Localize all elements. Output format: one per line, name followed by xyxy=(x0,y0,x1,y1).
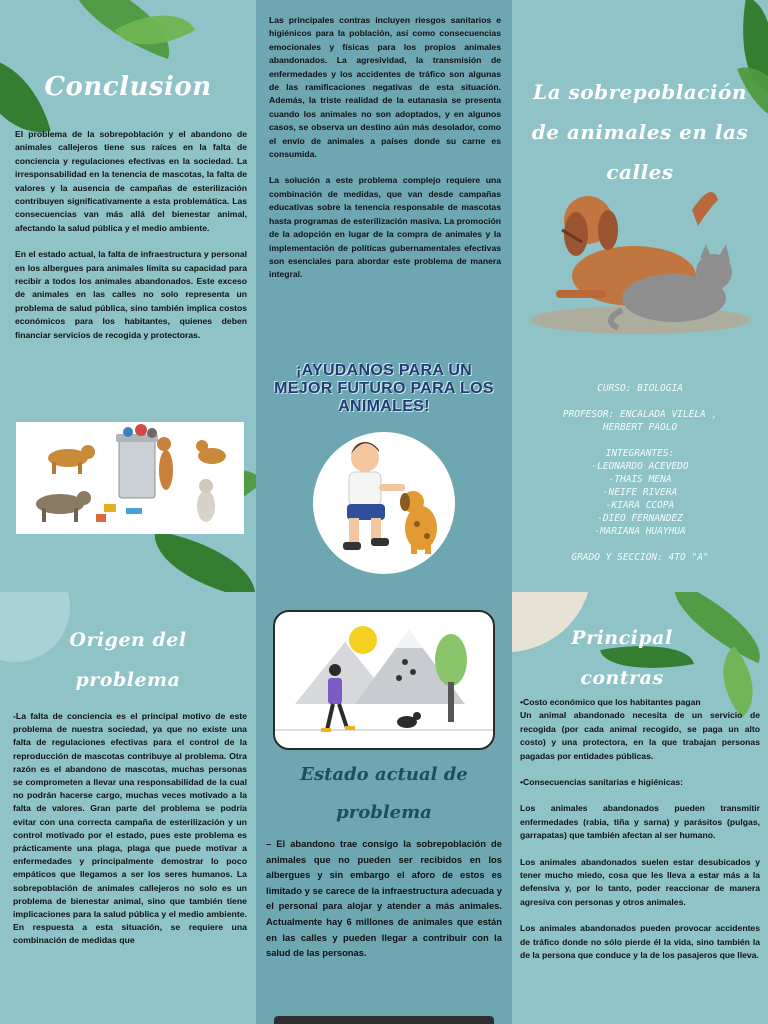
grade-label: GRADO Y SECCION: 4TO "A" xyxy=(571,552,709,563)
member-5: -DIEO FERNANDEZ xyxy=(597,513,683,524)
member-6: -MARIANA HUAYHUA xyxy=(594,526,686,537)
teacher-label: PROFESOR: ENCALADA VILELA , HERBERT PAOLO xyxy=(562,409,718,433)
current-state-panel xyxy=(256,592,512,1024)
origin-title: Origen del problema xyxy=(69,629,187,691)
photo-strip xyxy=(274,1016,494,1024)
member-4: -KIARA CCOPA xyxy=(605,500,675,511)
current-state-text: – El abandono trae consigo la sobrepoblación de animales que no pueden ser recibidos en los albergues y sin embargo el aforo de estos es limitado y se carece de la infraestructura adecuada y el personal para alojar y atender a más animales. Actualmente hay 6 millones de animales que están en las calles y pueden llegar a contribuir con la salud de las personas. xyxy=(266,838,502,959)
conclusion-paragraph-2: En el estado actual, la falta de infraestructura y personal en los albergues para animales limita su capacidad para recibir a todos los animales abandonados. Este exceso de animales en las calles no solo representa un problema de salud pública, sino también implica costos económicos para los habitantes, quienes deben financiar servicios de recogida y protectoras. xyxy=(15,249,247,340)
middle-top-panel xyxy=(256,0,512,592)
current-state-title: Estado actual de problema xyxy=(300,764,468,823)
member-3: -NEIFE RIVERA xyxy=(602,487,678,498)
dog-cat-illustration xyxy=(522,180,758,340)
dogs-trash-illustration xyxy=(16,422,244,534)
contras-summary-paragraph: Las principales contras incluyen riesgos sanitarios e higiénicos para la población, así como consecuencias emocionales y físicas para los propios animales abandonados. La agresividad, la transmisión de enfermedades y los accidentes de tráfico son algunas de las ramificaciones negativas de esta situación. Además, la triste realidad de la eutanasia se presenta cuando los animales no son adoptados, y en algunos casos, se observa un destino aún más desolador, como el envío de animales a países donde su carne es consumida. xyxy=(269,15,501,160)
cover-title: La sobrepoblación de animales en las calles xyxy=(531,80,749,184)
cost-bullet-text: Un animal abandonado necesita de un servicio de recogida (por cada animal recogido, se paga un alto costo) y una protectora, en la que trabajan personas pagadas por entidades públicas. xyxy=(520,710,760,761)
hiker-illustration xyxy=(273,610,495,750)
disease-paragraph: Los animales abandonados pueden transmitir enfermedades (rabia, tiña y sarna) y parásitos (pulgas, garrapatas) que también afectan al ser humano. xyxy=(520,803,760,841)
health-bullet-heading: •Consecuencias sanitarias e higiénicas: xyxy=(520,777,684,788)
conclusion-title: Conclusion xyxy=(44,72,212,102)
conclusion-paragraph-1: El problema de la sobrepoblación y el abandono de animales callejeros tiene sus raíces en la falta de conciencia y regulaciones efectivas en la sociedad. La irresponsabilidad en la tenencia de mascotas, la falta de valores y la ausencia de campañas de esterilización contribuyen significativamente a esta problemática. Las consecuencias van más allá del bienestar animal, afectando la salud pública y el medio ambiente. xyxy=(15,129,247,233)
boy-dog-illustration xyxy=(313,432,455,574)
leaf-decoration xyxy=(146,531,256,592)
origin-text: -La falta de conciencia es el principal motivo de este problema de nuestra sociedad, ya que no existe una falta de regulaciones efectivas para el control de la reproducción de mascotas contribuye al problema. Otra razón es el abandono de mascotas, muchas personas se comprometen a llevar una responsabilidad de la cual no podrán hacerse cargo, muchas veces motivado a la falta de valores. Gran parte del problema se podría evitar con una correcta campaña de esterilización y un control motivado por el estado, pues este problema es prácticamente una plaga, plaga que puede motivar a enfermedades y principalmente demostrar lo poco empáticos que llegamos a ser los seres humanos. La sobrepoblación de animales callejeros no solo es un problema de bienestar animal, sino que también tiene implicaciones para la salud pública y el medio ambiente. En respuesta a esta situación, se requiere una combinación de medidas que xyxy=(13,711,247,946)
aggression-paragraph: Los animales abandonados suelen estar desubicados y tener mucho miedo, cosa que les lleva a estar más a la defensiva y, por lo tanto, poder reaccionar de manera agresiva con personas y otros animales. xyxy=(520,856,760,907)
slogan-heading: ¡AYUDANOS PARA UN MEJOR FUTURO PARA LOS ANIMALES! xyxy=(274,362,494,415)
member-2: -THAIS MENA xyxy=(608,474,672,485)
middle-top-text xyxy=(269,14,501,295)
members-label: INTEGRANTES: xyxy=(605,448,675,459)
conclusion-panel xyxy=(0,0,256,592)
conclusion-text xyxy=(15,128,247,355)
course-label: CURSO: BIOLOGIA xyxy=(597,383,683,394)
member-1: -LEONARDO ACEVEDO xyxy=(591,461,689,472)
traffic-paragraph: Los animales abandonados pueden provocar accidentes de tráfico donde no sólo pierde él la vida, sino también la de la persona que conduce y la de los pasajeros que lleva. xyxy=(520,923,760,961)
cover-panel xyxy=(512,0,768,592)
contras-panel xyxy=(512,592,768,1024)
credits-block xyxy=(526,382,754,564)
solution-paragraph: La solución a este problema complejo requiere una combinación de medidas, que van desde campañas educativas sobre la tenencia responsable de mascotas hasta programas de esterilización masiva. La promoción de la adopción en lugar de la compra de animales y la implementación de políticas gubernamentales efectivas son esenciales para abordar este problema de manera integral. xyxy=(269,175,501,280)
contras-title: Principal contras xyxy=(571,627,673,689)
contras-text xyxy=(520,696,760,976)
cost-bullet-heading: •Costo económico que los habitantes pagan xyxy=(520,697,701,707)
origin-panel xyxy=(0,592,256,1024)
